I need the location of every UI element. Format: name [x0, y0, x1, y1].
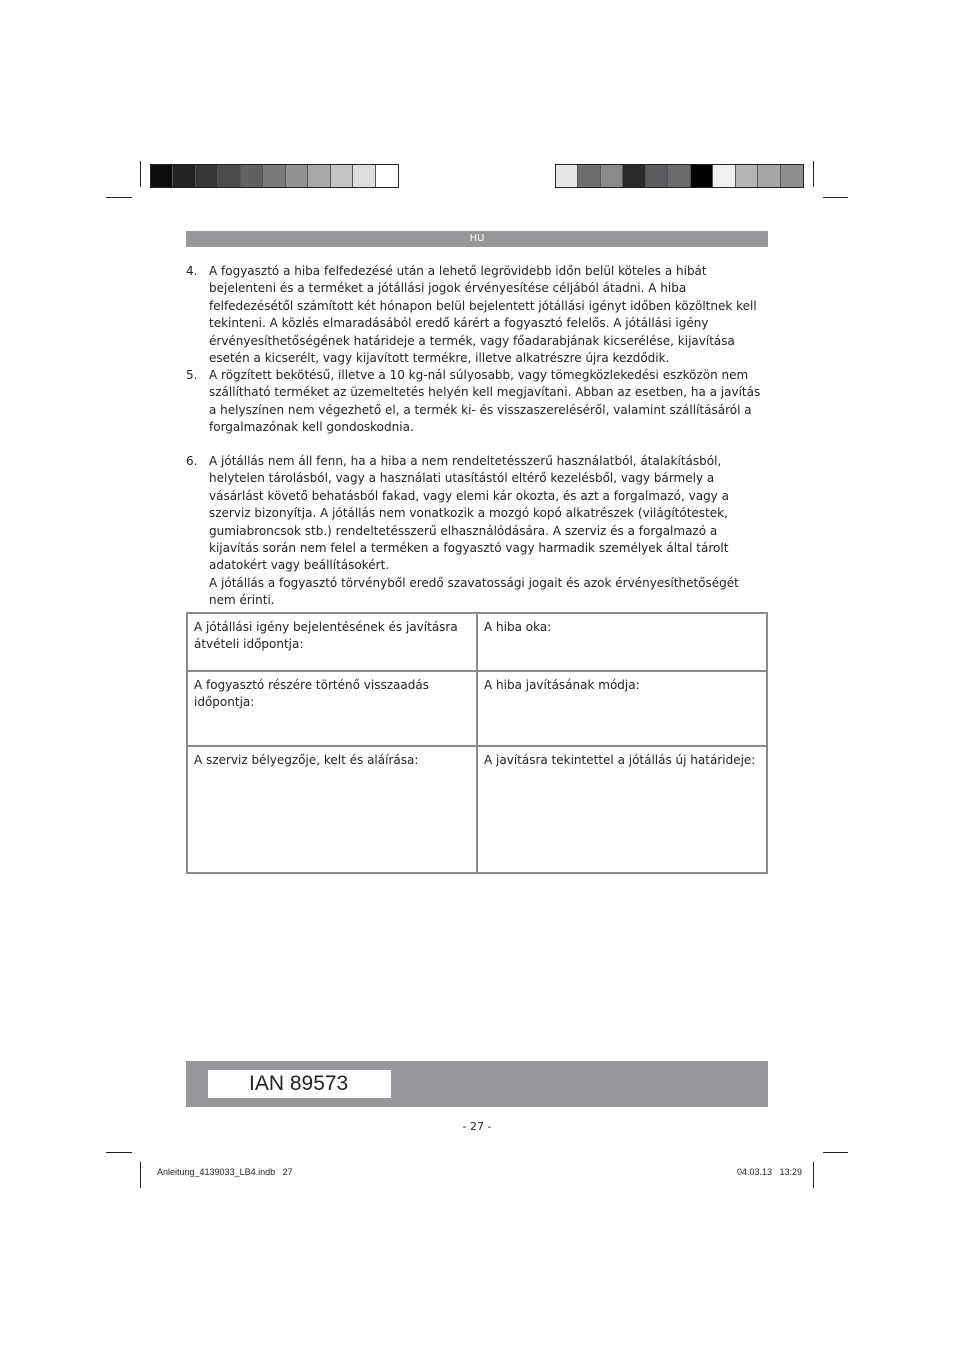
- clause-5: [186, 367, 768, 437]
- warranty-claims-table: [186, 612, 768, 874]
- language-header-bar: [186, 231, 768, 247]
- color-swatch: [308, 165, 330, 187]
- color-swatch: [601, 165, 623, 187]
- crop-mark-top-right-h: [823, 197, 848, 198]
- color-swatch: [556, 165, 578, 187]
- print-slug-filename: Anleitung_4139033_LB4.indb 27: [157, 1167, 293, 1177]
- crop-mark-top-right-v: [813, 161, 814, 187]
- color-swatch: [218, 165, 240, 187]
- color-swatch-strip-right: [555, 164, 804, 188]
- color-swatch: [353, 165, 375, 187]
- clause-number: 5.: [186, 368, 198, 382]
- print-slug-date: 04.03.13 13:29: [737, 1167, 803, 1177]
- color-swatch: [196, 165, 218, 187]
- color-swatch: [646, 165, 668, 187]
- color-swatch: [151, 165, 173, 187]
- closing-text: A jótállás a fogyasztó törvényből eredő szavatossági jogait és azok érvényesíthetőségét nem érinti.: [209, 576, 739, 608]
- clause-number: 4.: [186, 264, 198, 278]
- table-cell: A fogyasztó részére történő visszaadás időpontja:: [187, 671, 477, 746]
- color-swatch: [173, 165, 195, 187]
- table-cell: A hiba oka:: [477, 613, 767, 671]
- crop-mark-bottom-right-v: [813, 1162, 814, 1188]
- crop-mark-bottom-right-h: [823, 1152, 848, 1153]
- ian-number: IAN 89573: [208, 1070, 391, 1098]
- color-swatch: [331, 165, 353, 187]
- color-swatch: [578, 165, 600, 187]
- color-swatch: [713, 165, 735, 187]
- clause-text: A jótállás nem áll fenn, ha a hiba a nem rendeltetésszerű használatból, átalakításból, helytelen tárolásból, vagy a használati utasítástól eltérő kezelésből, vagy bármely a vásárlást követő behatásból fakad, vagy elemi kár okozta, és azt a forgalmazó, vagy a szerviz bizonyítja. A jótállás nem vonatkozik a mozgó kopó alkatrészek (világítótestek, gumiabroncsok stb.) rendeltetésszerű elhasználódására. A szerviz és a forgalmazó a kijavítás során nem felel a terméken a fogyasztó vagy harmadik személyek által tárolt adatokért vagy beállításokért.: [209, 454, 729, 573]
- table-row: [187, 746, 767, 873]
- table-cell: A szerviz bélyegzője, kelt és aláírása:: [187, 746, 477, 873]
- table-cell: A javításra tekintettel a jótállás új határideje:: [477, 746, 767, 873]
- color-swatch: [376, 165, 398, 187]
- table-cell: A jótállási igény bejelentésének és javításra átvételi időpontja:: [187, 613, 477, 671]
- crop-mark-top-left-h: [106, 197, 132, 198]
- color-swatch: [668, 165, 690, 187]
- table-cell: A hiba javításának módja:: [477, 671, 767, 746]
- color-swatch: [241, 165, 263, 187]
- crop-mark-top-left-v: [140, 161, 141, 187]
- color-swatch: [736, 165, 758, 187]
- clause-number: 6.: [186, 454, 198, 468]
- clause-text: A fogyasztó a hiba felfedezésé után a lehető legrövidebb időn belül köteles a hibát bejelenteni és a terméket a jótállási jogok érvényesítése céljából átadni. A hiba felfedezésétől számított két hónapon belül bejelentett jótállási igényt időben közöltnek kell tekinteni. A közlés elmaradásából eredő kárért a fogyasztó felelős. A jótállási igény érvényesíthetőségének határideje a termék, vagy főadarabjának kicserélése, kijavítása esetén a kicserélt, vagy kijavított termékre, illetve alkatrészre újra kezdődik.: [209, 264, 757, 366]
- page-number: - 27 -: [462, 1120, 492, 1133]
- clause-6: [186, 453, 768, 575]
- table-row: [187, 671, 767, 746]
- language-label: HU: [469, 233, 485, 244]
- crop-mark-bottom-left-v: [140, 1162, 141, 1188]
- closing-paragraph: [186, 575, 768, 610]
- color-swatch: [691, 165, 713, 187]
- crop-mark-bottom-left-h: [106, 1152, 132, 1153]
- color-swatch: [623, 165, 645, 187]
- color-swatch: [286, 165, 308, 187]
- clause-text: A rögzített bekötésű, illetve a 10 kg-nál súlyosabb, vagy tömegközlekedési eszközön nem szállítható terméket az üzemeltetés helyén kell megjavítani. Abban az esetben, ha a javítás a helyszínen nem végezhető el, a termék ki- és visszaszereléséről, valamint szállításáról a forgalmazónak kell gondoskodnia.: [209, 368, 761, 435]
- table-row: [187, 613, 767, 671]
- color-swatch: [758, 165, 780, 187]
- color-swatch: [263, 165, 285, 187]
- clause-4: [186, 263, 768, 367]
- color-swatch: [781, 165, 803, 187]
- color-swatch-strip-left: [150, 164, 399, 188]
